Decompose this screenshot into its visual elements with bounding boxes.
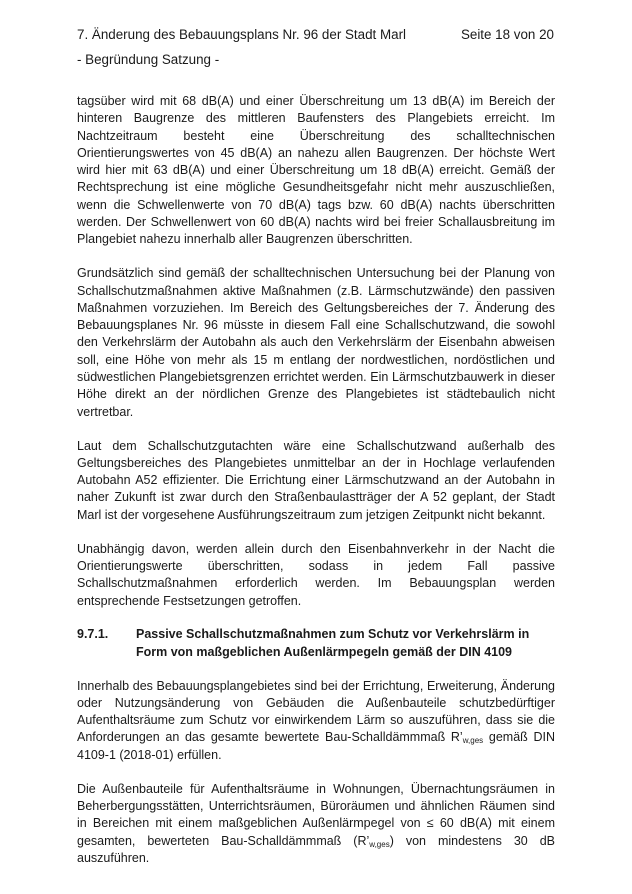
subscript: w,ges (369, 839, 390, 849)
paragraph: Laut dem Schallschutzgutachten wäre eine Schallschutzwand außerhalb des Geltungsbereiches des Plangebietes unmittelbar an der in Hochlage verlaufenden Autobahn A52 effizienter. Die Errichtung einer Lärmschutzwand an der Autobahn in naher Zukunft ist zwar durch den Straßenbaulastträger der A 52 geplant, der Stadt Marl ist der vorgesehene Ausführungszeitraum zum jetzigen Zeitpunkt nicht bekannt. (77, 438, 555, 522)
document-title: 7. Änderung des Bebauungsplans Nr. 96 der Stadt Marl (77, 27, 407, 42)
paragraph: Unabhängig davon, werden allein durch den Eisenbahnverkehr in der Nacht die Orientierungswerte überschritten, sodass in jedem Fall passive Schallschutzmaßnahmen erforderlich werden. Im Bebauungsplan werden entsprechende Festsetzungen getroffen. (77, 541, 555, 608)
section-title: Passive Schallschutzmaßnahmen zum Schutz vor Verkehrslärm in Form von maßgeblichen Außenlärmpegeln gemäß der DIN 4109 (136, 627, 530, 659)
section-heading (77, 626, 555, 661)
paragraph-text: gemäß DIN 4109-1 (2018-01) erfüllen. (77, 730, 555, 762)
paragraph-text: Die Außenbauteile für Aufenthaltsräume in Wohnungen, Übernachtungsräumen in Beherbergungsstätten, Unterrichtsräumen, Büroräumen und ähnlichen Räumen sind in Bereichen mit einem maßgeblichen Außenlärmpegel von ≤ 60 dB(A) mit einem gesamten, bewerteten Bau-Schalldämmmaß (R’ (77, 781, 555, 848)
paragraph: Grundsätzlich sind gemäß der schalltechnischen Untersuchung bei der Planung von Schallschutzmaßnahmen aktive Maßnahmen (z.B. Lärmschutzwände) den passiven Maßnahmen vorzuziehen. Im Bereich des Geltungsbereiches der 7. Änderung des Bebauungsplanes Nr. 96 müsste in diesem Fall eine Schallschutzwand, die sowohl den Verkehrslärm der Autobahn als auch den Verkehrslärm der Eisenbahn abweisen soll, eine Höhe von mehr als 15 m entlang der nordwestlichen, nordöstlichen und südwestlichen Plangebietsgrenzen errichtet werden. Ein Lärmschutzbauwerk in dieser Höhe direkt an der nördlichen Grenze des Plangebietes ist städtebaulich nicht vertretbar. (77, 266, 555, 419)
page-header (77, 27, 554, 43)
subscript: w,ges (462, 736, 484, 746)
document-body (77, 93, 555, 884)
paragraph-text: ) von mindestens 30 dB auszuführen. (77, 833, 555, 865)
page-number: Seite 18 von 20 (460, 27, 554, 42)
document-subtitle: - Begründung Satzung - (77, 52, 220, 67)
paragraph (77, 781, 555, 867)
paragraph (77, 678, 555, 764)
paragraph-text: Innerhalb des Bebauungsplangebietes sind bei der Errichtung, Erweiterung, Änderung oder Nutzungsänderung von Gebäuden die Außenbauteile schutzbedürftiger Aufenthaltsräume zum Schutz vor einwirkendem Lärm so auszuführen, dass sie die Anforderungen an das gesamte bewertete Bau-Schalldämmmaß R’ (77, 678, 555, 745)
section-number: 9.7.1. (77, 627, 109, 642)
paragraph: tagsüber wird mit 68 dB(A) und einer Überschreitung um 13 dB(A) im Bereich der hinteren Baugrenze des mittleren Baufensters des Plangebiets erreicht. Im Nachtzeitraum besteht eine Überschreitung des schalltechnischen Orientierungswertes von 45 dB(A) an nahezu allen Baugrenzen. Der höchste Wert wird hier mit 63 dB(A) und einer Überschreitung um 18 dB(A) erreicht. Gemäß der Rechtsprechung ist eine mögliche Gesundheitsgefahr nicht mehr auszuschließen, wenn die Schwellenwerte von 70 dB(A) tags bzw. 60 dB(A) nachts überschritten werden. Der Schwellenwert von 60 dB(A) nachts wird bei freier Schallausbreitung im Plangebiet nahezu innerhalb aller Baugrenzen überschritten. (77, 94, 555, 247)
